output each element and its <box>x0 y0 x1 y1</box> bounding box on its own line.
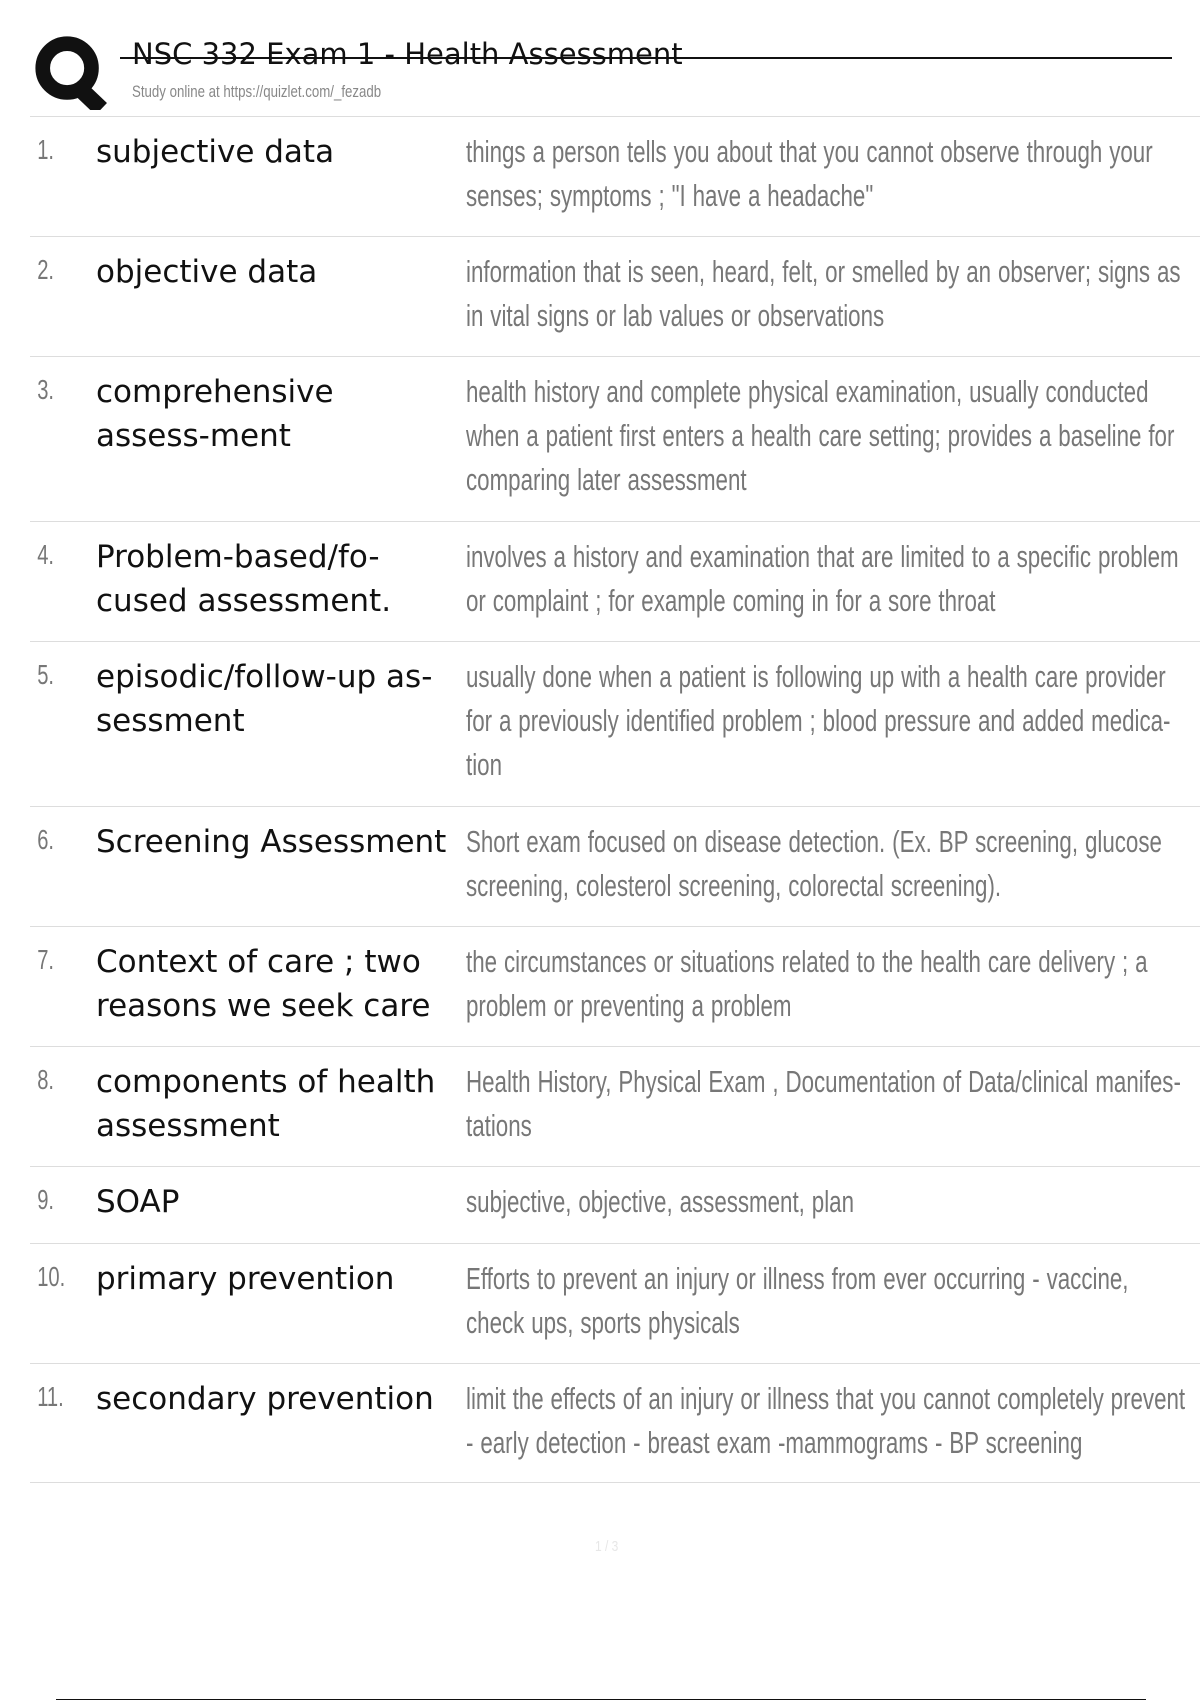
document-header <box>32 30 1142 112</box>
term-row <box>30 1243 1200 1363</box>
term-definition: subjective, objective, assessment, plan <box>466 1184 855 1219</box>
term-title: episodic/follow-up as-sessment <box>96 659 433 739</box>
page-indicator: 1 / 3 <box>595 1538 619 1555</box>
term-title: Screening Assessment <box>96 824 447 860</box>
term-definition: Efforts to prevent an injury or illness from ever occurring - vaccine, check ups, sports physicals <box>466 1261 1129 1340</box>
term-definition-cell <box>466 1377 1186 1465</box>
term-number: 10. <box>37 1261 66 1292</box>
term-title: comprehensive assess-ment <box>96 374 334 454</box>
term-row <box>30 356 1200 521</box>
term-row <box>30 806 1200 926</box>
term-row <box>30 641 1200 806</box>
term-title: Context of care ; two reasons we seek care <box>96 944 431 1024</box>
term-title: subjective data <box>96 134 335 170</box>
term-definition: information that is seen, heard, felt, or smelled by an observer; signs as in vital signs or lab values or observations <box>466 254 1181 333</box>
term-row <box>30 116 1200 236</box>
term-row <box>30 1166 1200 1243</box>
term-definition: the circumstances or situations related to the health care delivery ; a problem or preventing a problem <box>466 944 1148 1023</box>
term-number: 7. <box>37 944 55 975</box>
term-definition-cell <box>466 130 1186 218</box>
term-number: 9. <box>37 1184 55 1215</box>
term-definition-cell <box>466 1180 1186 1224</box>
term-row <box>30 521 1200 641</box>
term-title: secondary prevention <box>96 1381 434 1417</box>
term-definition-cell <box>466 655 1186 787</box>
term-definition: limit the effects of an injury or illness that you cannot completely prevent - early detection - breast exam -mammograms - BP screening <box>466 1381 1186 1460</box>
term-definition-cell <box>466 1060 1186 1148</box>
term-title: primary prevention <box>96 1261 395 1297</box>
term-number: 11. <box>37 1381 64 1412</box>
term-definition: things a person tells you about that you cannot observe through your senses; symptoms ; "I have a headache" <box>466 134 1153 213</box>
study-online-link-text: Study online at https://quizlet.com/_fezadb <box>132 82 382 101</box>
term-title: objective data <box>96 254 318 290</box>
term-row <box>30 236 1200 356</box>
term-definition-cell <box>466 1257 1186 1345</box>
term-row <box>30 1046 1200 1166</box>
term-definition: Short exam focused on disease detection. (Ex. BP screening, glucose screening, colesterol screening, colorectal screening). <box>466 824 1162 903</box>
term-number: 4. <box>37 539 55 570</box>
term-definition: health history and complete physical examination, usually conducted when a patient first enters a health care setting; provides a baseline for comparing later assessment <box>466 374 1175 497</box>
term-definition: involves a history and examination that are limited to a specific problem or complaint ; for example coming in for a sore throat <box>466 539 1179 618</box>
term-definition-cell <box>466 940 1186 1028</box>
term-title: Problem-based/fo-cused assessment. <box>96 539 392 619</box>
term-definition: usually done when a patient is following up with a health care provider for a previously identified problem ; blood pressure and added medica-tion <box>466 659 1171 782</box>
term-number: 6. <box>37 824 55 855</box>
term-title: SOAP <box>96 1184 180 1220</box>
term-title: components of health assessment <box>96 1064 436 1144</box>
term-row <box>30 1363 1200 1483</box>
term-number: 3. <box>37 374 55 405</box>
term-number: 8. <box>37 1064 55 1095</box>
term-definition-cell <box>466 370 1186 502</box>
term-row <box>30 926 1200 1046</box>
term-number: 2. <box>37 254 55 285</box>
quizlet-q-icon <box>32 32 110 110</box>
term-number: 5. <box>37 659 55 690</box>
list-bottom-rule <box>30 1482 1200 1483</box>
terms-list <box>30 116 1200 1483</box>
term-definition-cell <box>466 250 1186 338</box>
term-number: 1. <box>37 134 55 165</box>
term-definition-cell <box>466 820 1186 908</box>
term-definition: Health History, Physical Exam , Documentation of Data/clinical manifes-tations <box>466 1064 1181 1143</box>
document-title: NSC 332 Exam 1 - Health Assessment <box>132 37 683 71</box>
term-definition-cell <box>466 535 1186 623</box>
